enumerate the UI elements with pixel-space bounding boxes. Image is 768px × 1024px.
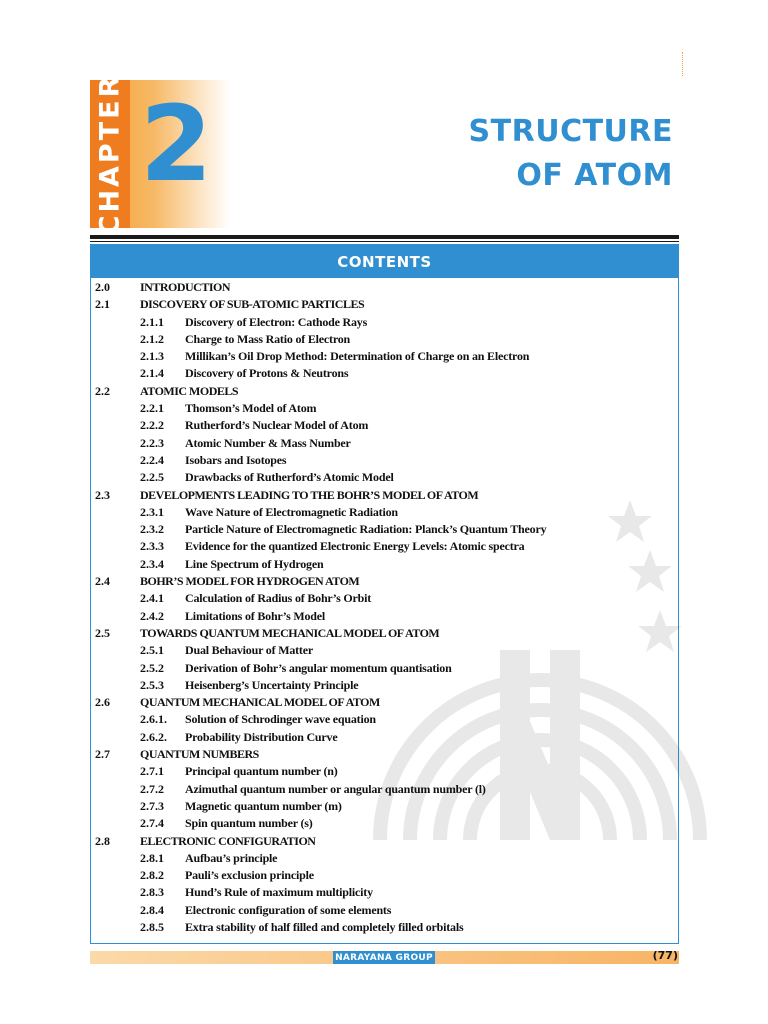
toc-title: Hund’s Rule of maximum multiplicity xyxy=(185,885,373,900)
toc-number: 2.1 xyxy=(95,297,110,312)
toc-subsection-row xyxy=(95,815,675,832)
toc-number: 2.4 xyxy=(95,574,110,589)
page-number: (77) xyxy=(652,949,678,962)
toc-section-row xyxy=(95,279,675,296)
toc-number: 2.1.3 xyxy=(140,349,164,364)
toc-number: 2.8.2 xyxy=(140,868,164,883)
toc-subsection-row xyxy=(95,763,675,780)
toc-title: Magnetic quantum number (m) xyxy=(185,798,342,813)
toc-section-row xyxy=(95,573,675,590)
toc-title: Discovery of Protons & Neutrons xyxy=(185,366,349,381)
toc-subsection-row xyxy=(95,556,675,573)
toc-number: 2.8.3 xyxy=(140,885,164,900)
toc-number: 2.6.1. xyxy=(140,712,167,727)
toc-subsection-row xyxy=(95,781,675,798)
toc-section-row xyxy=(95,625,675,642)
toc-section-row xyxy=(95,383,675,400)
toc-number: 2.7.3 xyxy=(140,798,164,813)
toc-title: Charge to Mass Ratio of Electron xyxy=(185,331,351,346)
toc-title: Rutherford’s Nuclear Model of Atom xyxy=(185,418,369,433)
toc-number: 2.2.5 xyxy=(140,470,164,485)
toc-number: 2.7.4 xyxy=(140,816,164,831)
toc-subsection-row xyxy=(95,884,675,901)
toc-number: 2.5 xyxy=(95,625,110,640)
toc-number: 2.1.1 xyxy=(140,314,164,329)
toc-number: 2.3.1 xyxy=(140,504,164,519)
toc-subsection-row xyxy=(95,452,675,469)
toc-title: Dual Behaviour of Matter xyxy=(185,643,313,658)
toc-number: 2.5.2 xyxy=(140,660,164,675)
toc-title: Limitations of Bohr’s Model xyxy=(185,608,326,623)
toc-number: 2.8.5 xyxy=(140,919,164,934)
toc-title: Wave Nature of Electromagnetic Radiation xyxy=(185,504,398,519)
toc-subsection-row xyxy=(95,590,675,607)
toc-title: Solution of Schrodinger wave equation xyxy=(185,712,376,727)
toc-subsection-row xyxy=(95,711,675,728)
toc-number: 2.3.4 xyxy=(140,556,164,571)
divider-thick xyxy=(90,235,679,239)
toc-title: TOWARDS QUANTUM MECHANICAL MODEL OF ATOM xyxy=(140,625,440,640)
toc-section-row xyxy=(95,694,675,711)
toc-subsection-row xyxy=(95,850,675,867)
toc-subsection-row xyxy=(95,538,675,555)
toc-title: ATOMIC MODELS xyxy=(140,383,239,398)
toc-title: Drawbacks of Rutherford’s Atomic Model xyxy=(185,470,394,485)
toc-subsection-row xyxy=(95,331,675,348)
footer-publisher: NARAYANA GROUP xyxy=(333,951,435,964)
toc-subsection-row xyxy=(95,919,675,936)
toc-number: 2.2.1 xyxy=(140,401,164,416)
toc-title: INTRODUCTION xyxy=(140,280,231,294)
toc-number: 2.8.4 xyxy=(140,902,164,917)
toc-number: 2.1.4 xyxy=(140,366,164,381)
toc-title: QUANTUM NUMBERS xyxy=(140,747,259,762)
toc-number: 2.4.1 xyxy=(140,591,164,606)
toc-section-row xyxy=(95,487,675,504)
toc-title: Probability Distribution Curve xyxy=(185,729,338,744)
divider-thin xyxy=(90,241,679,242)
chapter-title-line-1: STRUCTURE xyxy=(468,114,673,149)
toc-title: Electronic configuration of some elements xyxy=(185,902,392,917)
chapter-label xyxy=(90,73,130,235)
toc-subsection-row xyxy=(95,504,675,521)
toc-number: 2.3 xyxy=(95,487,110,502)
toc-title: DEVELOPMENTS LEADING TO THE BOHR’S MODEL OF ATOM xyxy=(140,487,479,502)
toc-title: QUANTUM MECHANICAL MODEL OF ATOM xyxy=(140,695,380,710)
toc-subsection-row xyxy=(95,469,675,486)
toc-number: 2.3.3 xyxy=(140,539,164,554)
toc-subsection-row xyxy=(95,902,675,919)
toc-title: ELECTRONIC CONFIGURATION xyxy=(140,833,316,848)
toc-title: Azimuthal quantum number or angular quantum number (l) xyxy=(185,781,486,796)
toc-title: Spin quantum number (s) xyxy=(185,816,313,831)
toc-subsection-row xyxy=(95,400,675,417)
toc-number: 2.6.2. xyxy=(140,729,167,744)
toc-subsection-row xyxy=(95,435,675,452)
toc-title: Line Spectrum of Hydrogen xyxy=(185,556,324,571)
toc-title: Calculation of Radius of Bohr’s Orbit xyxy=(185,591,372,606)
toc-section-row xyxy=(95,746,675,763)
toc-number: 2.2.3 xyxy=(140,435,164,450)
toc-title: Particle Nature of Electromagnetic Radiation: Planck’s Quantum Theory xyxy=(185,522,547,537)
toc-number: 2.2 xyxy=(95,383,110,398)
toc-subsection-row xyxy=(95,314,675,331)
toc-subsection-row xyxy=(95,521,675,538)
table-of-contents xyxy=(95,279,675,936)
contents-heading: CONTENTS xyxy=(91,245,678,278)
toc-subsection-row xyxy=(95,798,675,815)
toc-number: 2.4.2 xyxy=(140,608,164,623)
corner-dots-decoration xyxy=(682,52,687,76)
toc-subsection-row xyxy=(95,660,675,677)
toc-number: 2.2.2 xyxy=(140,418,164,433)
toc-title: BOHR’S MODEL FOR HYDROGEN ATOM xyxy=(140,574,360,589)
toc-subsection-row xyxy=(95,417,675,434)
toc-title: Millikan’s Oil Drop Method: Determination of Charge on an Electron xyxy=(185,349,530,364)
toc-subsection-row xyxy=(95,677,675,694)
toc-number: 2.2.4 xyxy=(140,452,164,467)
toc-subsection-row xyxy=(95,642,675,659)
toc-title: Thomson’s Model of Atom xyxy=(185,401,317,416)
toc-number: 2.7 xyxy=(95,747,110,762)
toc-number: 2.7.1 xyxy=(140,764,164,779)
toc-number: 2.5.3 xyxy=(140,677,164,692)
toc-title: Aufbau’s principle xyxy=(185,850,278,865)
chapter-title-line-2: OF ATOM xyxy=(516,158,673,193)
toc-subsection-row xyxy=(95,729,675,746)
toc-number: 2.3.2 xyxy=(140,522,164,537)
toc-number: 2.8.1 xyxy=(140,850,164,865)
toc-title: Atomic Number & Mass Number xyxy=(185,435,351,450)
toc-subsection-row xyxy=(95,348,675,365)
chapter-number: 2 xyxy=(140,83,213,205)
toc-title: Discovery of Electron: Cathode Rays xyxy=(185,314,368,329)
toc-number: 2.5.1 xyxy=(140,643,164,658)
chapter-word: CHAPTER xyxy=(94,73,126,235)
toc-title: Extra stability of half filled and completely filled orbitals xyxy=(185,919,464,934)
toc-subsection-row xyxy=(95,608,675,625)
toc-number: 2.0 xyxy=(95,280,110,294)
toc-subsection-row xyxy=(95,867,675,884)
toc-title: DISCOVERY OF SUB-ATOMIC PARTICLES xyxy=(140,297,365,312)
toc-subsection-row xyxy=(95,365,675,382)
toc-title: Evidence for the quantized Electronic Energy Levels: Atomic spectra xyxy=(185,539,525,554)
toc-title: Derivation of Bohr’s angular momentum quantisation xyxy=(185,660,452,675)
toc-number: 2.8 xyxy=(95,833,110,848)
toc-section-row xyxy=(95,833,675,850)
toc-number: 2.6 xyxy=(95,695,110,710)
toc-number: 2.7.2 xyxy=(140,781,164,796)
toc-number: 2.1.2 xyxy=(140,331,164,346)
toc-section-row xyxy=(95,296,675,313)
toc-title: Principal quantum number (n) xyxy=(185,764,338,779)
toc-title: Pauli’s exclusion principle xyxy=(185,868,314,883)
toc-title: Isobars and Isotopes xyxy=(185,452,287,467)
toc-title: Heisenberg’s Uncertainty Principle xyxy=(185,677,359,692)
